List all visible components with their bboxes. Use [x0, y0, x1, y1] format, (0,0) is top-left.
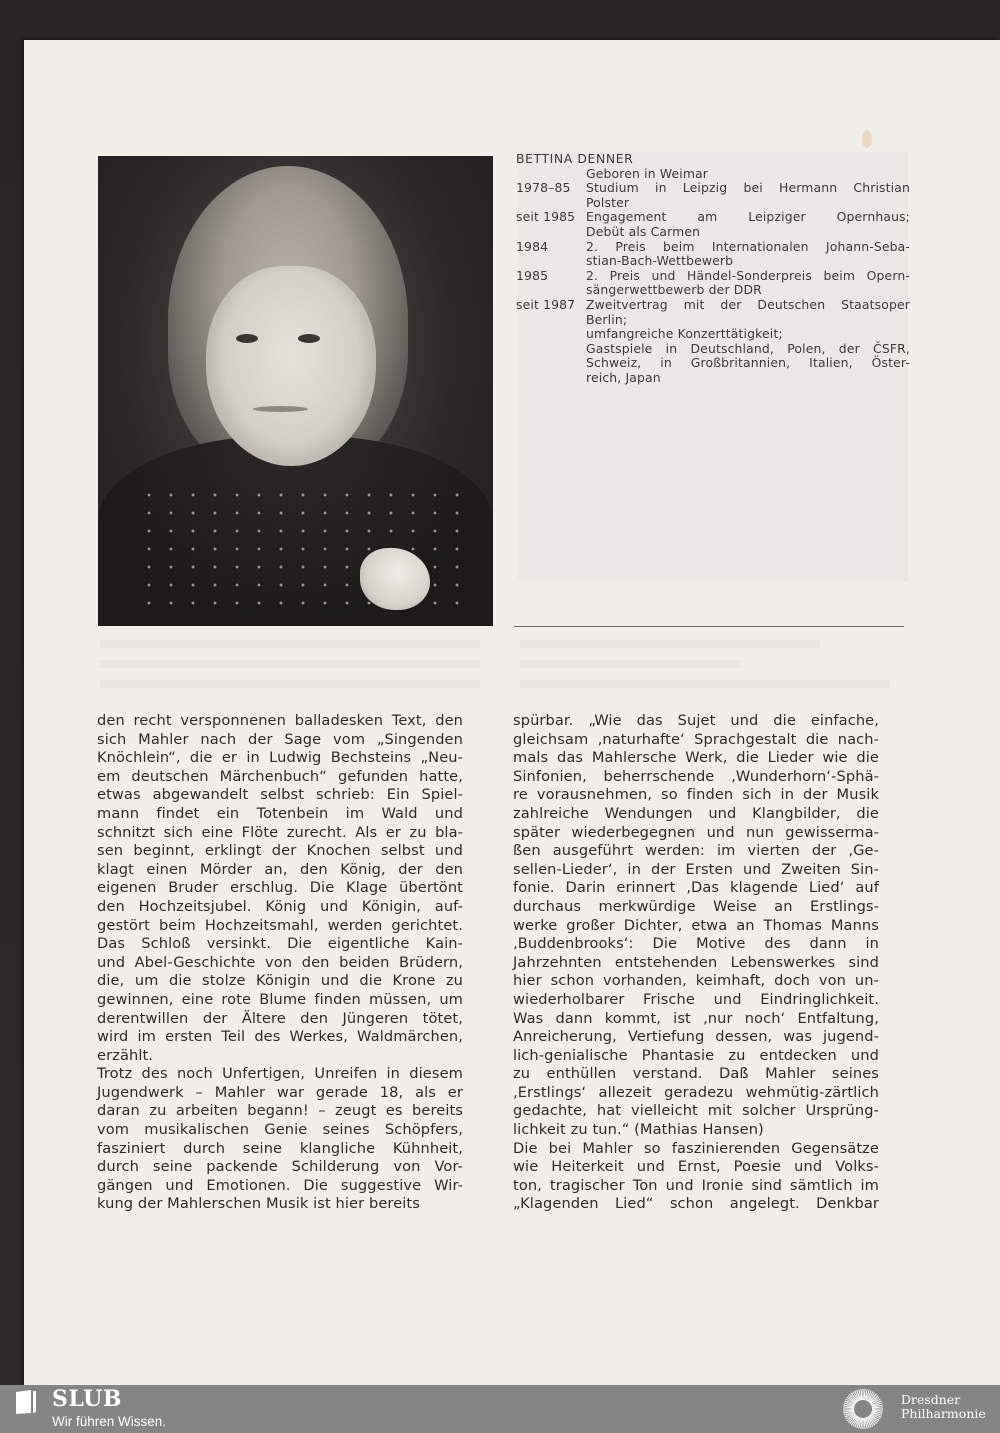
footer-bar — [0, 1385, 1000, 1433]
article-line: Was dann kommt, ist ‚nur noch‘ Entfaltung, — [513, 1009, 879, 1027]
article-line: Die bei Mahler so faszinierenden Gegensätze — [513, 1139, 879, 1157]
slub-logo-text[interactable]: SLUB — [52, 1386, 122, 1412]
philharmonie-logo-text[interactable] — [901, 1393, 986, 1421]
bio-entry-row — [516, 167, 910, 182]
bio-year: seit 1985 — [516, 209, 576, 225]
article-line: „Klagenden Lied“ schon angelegt. Denkbar — [513, 1195, 879, 1213]
article-line: sich Mahler nach der Sage vom „Singenden — [97, 730, 463, 748]
show-through-text — [100, 680, 480, 688]
bio-year: 1985 — [516, 267, 549, 283]
article-line: und Abel-Geschichte von den beiden Brüdern, — [97, 953, 463, 971]
bio-text: Polster — [586, 194, 630, 210]
artist-name: BETTINA DENNER — [516, 151, 634, 166]
article-line: zu enthüllen verstand. Daß Mahler seines — [513, 1065, 879, 1083]
bio-year — [516, 371, 586, 386]
slub-book-icon[interactable] — [14, 1389, 38, 1415]
bio-entry-row — [516, 225, 910, 240]
bio-entry-row — [516, 196, 910, 211]
article-line: durch seine packende Schilderung von Vor- — [97, 1158, 463, 1176]
bio-text: Geboren in Weimar — [586, 165, 709, 181]
article-line: Knöchlein“, die er in Ludwig Bechsteins „Neu- — [97, 749, 463, 767]
article-line: erzählt. — [97, 1046, 154, 1064]
photo-eye-left — [236, 334, 258, 343]
bio-year — [516, 254, 586, 269]
bio-entry-row — [516, 254, 910, 269]
bio-text: Gastspiele in Deutschland, Polen, der ČSFR, — [586, 340, 910, 356]
article-line: gängen und Emotionen. Die suggestive Wir- — [97, 1176, 463, 1194]
bio-entry-row — [516, 298, 910, 313]
bio-text: reich, Japan — [586, 369, 661, 385]
article-line: fonie. Darin erinnert ‚Das klagende Lied‘ auf — [513, 879, 879, 897]
article-line: etwas abgewandelt selbst schrieb: Ein Spiel- — [97, 786, 463, 804]
bio-entry-row — [516, 313, 910, 328]
photo-eye-right — [298, 334, 320, 343]
article-line: kung der Mahlerschen Musik ist hier bereits — [97, 1195, 420, 1213]
bio-text: 2. Preis und Händel-Sonderpreis beim Opern- — [586, 267, 910, 283]
article-line: mann findet ein Totenbein im Wald und — [97, 804, 463, 822]
bio-text: Zweitvertrag mit der Deutschen Staatsoper — [586, 296, 910, 312]
bio-text: Berlin; — [586, 311, 628, 327]
bio-entry-row — [516, 356, 910, 371]
article-line: klagt einen Mörder an, den König, der den — [97, 860, 463, 878]
bio-year: 1978–85 — [516, 180, 571, 196]
article-line: vom musikalischen Genie seines Schöpfers, — [97, 1121, 463, 1139]
slub-tagline: Wir führen Wissen. — [52, 1414, 167, 1429]
article-line: werke großer Dichter, etwa an Thomas Manns — [513, 916, 879, 934]
bio-year — [516, 356, 586, 371]
article-line: derentwillen der Ältere den Jüngeren tötet, — [97, 1009, 463, 1027]
article-line: gleichsam ‚naturhafte‘ Sprachgestalt die nach- — [513, 730, 879, 748]
article-line: durchaus merkwürdige Weise an Erstlings- — [513, 897, 879, 915]
bio-year — [516, 313, 586, 328]
bio-year — [516, 196, 586, 211]
article-column-right — [513, 712, 879, 1214]
philharmonie-sunburst-icon[interactable] — [842, 1388, 884, 1430]
bio-year — [516, 283, 586, 298]
article-line: lichkeit zu tun.“ (Mathias Hansen) — [513, 1121, 764, 1139]
bio-year: seit 1987 — [516, 296, 576, 312]
divider-line — [514, 626, 904, 627]
bio-text: Studium in Leipzig bei Hermann Christian — [586, 180, 910, 196]
article-line: den recht versponnenen balladesken Text, den — [97, 712, 463, 729]
bio-text: umfangreiche Konzerttätigkeit; — [586, 326, 783, 342]
article-column-left — [97, 712, 463, 1214]
show-through-text — [520, 660, 740, 668]
article-line: ton, tragischer Ton und Ironie sind sämtlich im — [513, 1176, 879, 1194]
article-line: Trotz des noch Unfertigen, Unreifen in diesem — [97, 1065, 463, 1083]
article-line: re vorausnehmen, so finden sich in der Musik — [513, 786, 879, 804]
article-line: gewinnen, eine rote Blume finden müssen, um — [97, 990, 463, 1008]
bio-year: 1984 — [516, 238, 549, 254]
article-line: wie Heiterkeit und Ernst, Poesie und Volks- — [513, 1158, 879, 1176]
article-line: Das Schloß versinkt. Die eigentliche Kain- — [97, 935, 463, 953]
article-line: den Hochzeitsjubel. König und Königin, auf- — [97, 897, 463, 915]
paper-stain — [862, 130, 872, 148]
bio-entry-row — [516, 240, 910, 255]
article-line: hier schon vorhanden, keimhaft, doch von un- — [513, 972, 879, 990]
show-through-text — [100, 640, 480, 648]
article-line: wird im ersten Teil des Werkes, Waldmärchen, — [97, 1028, 463, 1046]
article-line: gestört beim Hochzeitsmahl, werden gerichtet. — [97, 916, 463, 934]
photo-face — [206, 266, 376, 466]
bio-text: Debüt als Carmen — [586, 223, 701, 239]
article-line: eigenen Bruder erschlug. Die Klage übertönt — [97, 879, 463, 897]
show-through-text — [100, 660, 480, 668]
article-line: spürbar. „Wie das Sujet und die einfache, — [513, 712, 879, 729]
bio-entry-row — [516, 181, 910, 196]
article-line: daran zu arbeiten begann! – zeugt es bereits — [97, 1102, 463, 1120]
bio-text: stian-Bach-Wettbewerb — [586, 253, 734, 269]
show-through-text — [520, 680, 890, 688]
bio-text: Engagement am Leipziger Opernhaus; — [586, 209, 910, 225]
article-line: Jugendwerk – Mahler war gerade 18, als er — [97, 1083, 463, 1101]
article-line: ßen ausgeführt werden: im vierten der ‚Ge- — [513, 842, 879, 860]
article-line: schnitzt sich eine Flöte zurecht. Als er zu bla- — [97, 823, 463, 841]
bio-year — [516, 225, 586, 240]
article-line: Jahrzehnten entstehenden Lebenswerkes sind — [513, 953, 879, 971]
bio-entry-row — [516, 269, 910, 284]
bio-text: 2. Preis beim Internationalen Johann-Seba- — [586, 238, 910, 254]
article-line: später wiederbegegnen und nun gewisserma- — [513, 823, 879, 841]
bio-entries — [516, 167, 910, 386]
article-line: Anreicherung, Vertiefung dessen, was jugend- — [513, 1028, 879, 1046]
article-line: em deutschen Märchenbuch“ gefunden hatte, — [97, 767, 463, 785]
bio-text: sängerwettbewerb der DDR — [586, 282, 762, 298]
bio-year — [516, 342, 586, 357]
philharmonie-line1: Dresdner — [901, 1392, 961, 1407]
article-line: lich-genialische Phantasie zu entdecken und — [513, 1046, 879, 1064]
biography — [516, 152, 910, 386]
photo-mouth — [253, 406, 308, 412]
bio-entry-row — [516, 283, 910, 298]
bio-year — [516, 167, 586, 182]
portrait-photo — [98, 156, 493, 626]
philharmonie-line2: Philharmonie — [901, 1406, 986, 1421]
show-through-text — [520, 640, 820, 648]
article-line: ‚Erstlings‘ allezeit geradezu wehmütig-zärtlich — [513, 1083, 879, 1101]
article-line: mals das Mahlersche Werk, die Lieder wie die — [513, 749, 879, 767]
article-line: ‚Buddenbrooks‘: Die Motive des dann in — [513, 935, 879, 953]
article-line: gedachte, hat vielleicht mit solcher Ursprüng- — [513, 1102, 879, 1120]
article-line: sellen-Lieder‘, in der Ersten und Zweiten Sin- — [513, 860, 879, 878]
bio-year — [516, 327, 586, 342]
bio-entry-row — [516, 327, 910, 342]
article-line: sen beginnt, erklingt der Knochen selbst und — [97, 842, 463, 860]
article-line: die, um die stolze Königin und die Krone zu — [97, 972, 463, 990]
article-line: Sinfonien, beherrschende ‚Wunderhorn‘-Sphä- — [513, 767, 879, 785]
bio-entry-row — [516, 210, 910, 225]
article-line: wiederholbarer Frische und Eindringlichkeit. — [513, 990, 879, 1008]
article-line: zahlreiche Wendungen und Klangbilder, die — [513, 804, 879, 822]
bio-entry-row — [516, 371, 910, 386]
article-line: fasziniert durch seine klangliche Kühnheit, — [97, 1139, 463, 1157]
bio-text: Schweiz, in Großbritannien, Italien, Öster- — [586, 355, 910, 371]
